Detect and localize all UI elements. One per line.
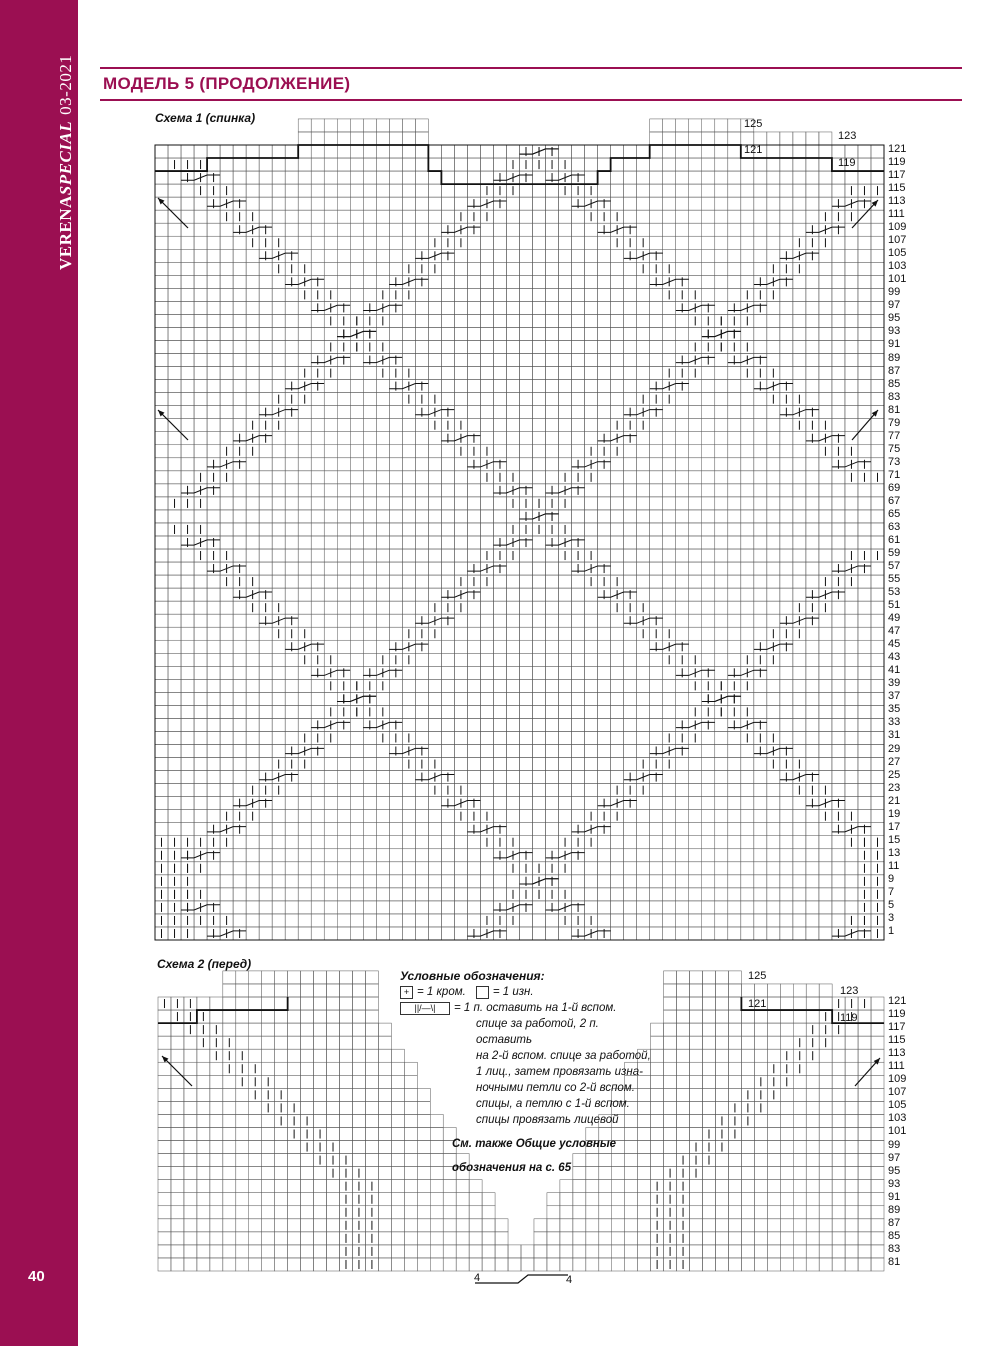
see-also-line-2: обозначения на с. 65	[452, 1162, 572, 1174]
row-number: 93	[888, 325, 901, 338]
row-number: 33	[888, 716, 901, 729]
row-number: 55	[888, 573, 901, 586]
row-number: 25	[888, 768, 901, 781]
row-number: 101	[888, 273, 907, 286]
row-number: 45	[888, 638, 901, 651]
row-number: 91	[888, 338, 901, 351]
row-number: 89	[888, 351, 901, 364]
row-number: 3	[888, 911, 895, 924]
s2-mark-121: 121	[748, 998, 767, 1010]
magazine-title: VERENASPECIAL03-2021	[56, 54, 75, 270]
row-number: 77	[888, 429, 901, 442]
row-number: 23	[888, 781, 901, 794]
row-number: 51	[888, 599, 901, 612]
row-number: 109	[888, 1073, 907, 1086]
row-number: 1	[888, 924, 895, 937]
legend-cable-desc-5: спицы провязать лицевой	[476, 1114, 619, 1126]
row-number: 19	[888, 807, 901, 820]
scheme2-label: Схема 2 (перед)	[157, 957, 252, 971]
row-number: 85	[888, 377, 901, 390]
s1-mark-125: 125	[744, 118, 763, 130]
row-number: 119	[888, 1008, 906, 1021]
s1-mark-119: 119	[838, 157, 856, 169]
row-number: 81	[888, 1255, 901, 1268]
see-also-line-1: См. также Общие условные	[452, 1138, 617, 1150]
s2-mark-119: 119	[840, 1012, 858, 1024]
row-number: 111	[888, 208, 905, 221]
row-number: 91	[888, 1190, 901, 1203]
row-number: 71	[888, 468, 901, 481]
cable-cross-icon: ||/—\|	[400, 1002, 450, 1015]
page-title: МОДЕЛЬ 5 (ПРОДОЛЖЕНИЕ)	[103, 74, 351, 93]
row-number: 109	[888, 221, 907, 234]
row-number: 117	[888, 169, 906, 182]
row-number: 83	[888, 1242, 901, 1255]
row-number: 97	[888, 1151, 901, 1164]
row-number: 75	[888, 442, 901, 455]
row-number: 35	[888, 703, 901, 716]
scheme1-grid	[155, 119, 884, 940]
row-number: 37	[888, 690, 901, 703]
row-number: 31	[888, 729, 901, 742]
edge-stitch-icon: +	[400, 986, 413, 999]
row-number: 87	[888, 364, 901, 377]
row-number: 41	[888, 664, 901, 677]
row-number: 99	[888, 286, 901, 299]
legend-cable-desc-0: спице за работой, 2 п. оставить	[476, 1018, 599, 1046]
row-number: 105	[888, 247, 907, 260]
legend-cable-desc-1: на 2-й вспом. спице за работой,	[476, 1050, 651, 1062]
row-number: 89	[888, 1203, 901, 1216]
row-number: 9	[888, 872, 895, 885]
row-number: 117	[888, 1021, 906, 1034]
legend-heading: Условные обозначения:	[400, 969, 545, 983]
row-number: 113	[888, 1047, 906, 1060]
row-number: 17	[888, 820, 901, 833]
row-number: 121	[888, 995, 907, 1007]
row-number: 65	[888, 507, 901, 520]
legend	[400, 968, 655, 1176]
legend-cable-desc-2: 1 лиц., затем провязать изна-	[476, 1066, 643, 1078]
row-number: 97	[888, 299, 901, 312]
legend-row-edge-purl: + = 1 кром. = 1 изн.	[400, 984, 655, 1000]
row-number: 107	[888, 234, 907, 247]
row-number: 87	[888, 1216, 901, 1229]
s2-mark-125: 125	[748, 970, 767, 982]
row-number: 5	[888, 898, 895, 911]
row-number: 113	[888, 195, 906, 208]
row-number: 63	[888, 520, 901, 533]
row-number: 43	[888, 651, 901, 664]
direction-arrows	[158, 198, 880, 1086]
row-number: 107	[888, 1086, 907, 1099]
row-number: 121	[888, 143, 907, 155]
row-number: 93	[888, 1177, 901, 1190]
row-number: 27	[888, 755, 901, 768]
legend-cable-desc-3: ночными петли со 2-й вспом.	[476, 1082, 635, 1094]
row-number: 111	[888, 1060, 905, 1073]
legend-row-cable: ||/—\| = 1 п. оставить на 1-й вспом.	[400, 1000, 655, 1016]
row-number: 39	[888, 677, 901, 690]
s1-mark-121: 121	[744, 144, 763, 156]
scheme1-label: Схема 1 (спинка)	[155, 111, 256, 125]
legend-cable-desc-4: спицы, а петлю с 1-й вспом.	[476, 1098, 630, 1110]
row-number: 21	[888, 794, 901, 807]
row-number: 59	[888, 547, 901, 560]
row-number: 53	[888, 586, 901, 599]
row-number: 49	[888, 612, 901, 625]
row-number: 79	[888, 416, 901, 429]
s2-bottom-mark-right: 4	[566, 1274, 573, 1286]
purl-stitch-icon	[476, 986, 489, 999]
row-number: 11	[888, 859, 900, 872]
row-number: 85	[888, 1229, 901, 1242]
s2-mark-123: 123	[840, 985, 859, 997]
row-number: 99	[888, 1138, 901, 1151]
row-number: 101	[888, 1125, 907, 1138]
row-number: 119	[888, 156, 906, 169]
s2-bottom-mark-left: 4	[474, 1272, 481, 1284]
row-number: 115	[888, 182, 906, 195]
s1-mark-123: 123	[838, 130, 857, 142]
row-number: 57	[888, 560, 901, 573]
row-number: 83	[888, 390, 901, 403]
row-number: 15	[888, 833, 901, 846]
row-number: 61	[888, 533, 901, 546]
row-number: 81	[888, 403, 901, 416]
row-number: 29	[888, 742, 901, 755]
row-number: 47	[888, 625, 901, 638]
row-number: 13	[888, 846, 901, 859]
page-number: 40	[28, 1268, 45, 1285]
row-number: 115	[888, 1034, 906, 1047]
row-number: 95	[888, 312, 901, 325]
row-number: 95	[888, 1164, 901, 1177]
row-number: 73	[888, 455, 901, 468]
row-number: 103	[888, 260, 907, 273]
row-number: 69	[888, 481, 901, 494]
row-number: 67	[888, 494, 901, 507]
row-number: 105	[888, 1099, 907, 1112]
row-number: 7	[888, 885, 895, 898]
row-number: 103	[888, 1112, 907, 1125]
